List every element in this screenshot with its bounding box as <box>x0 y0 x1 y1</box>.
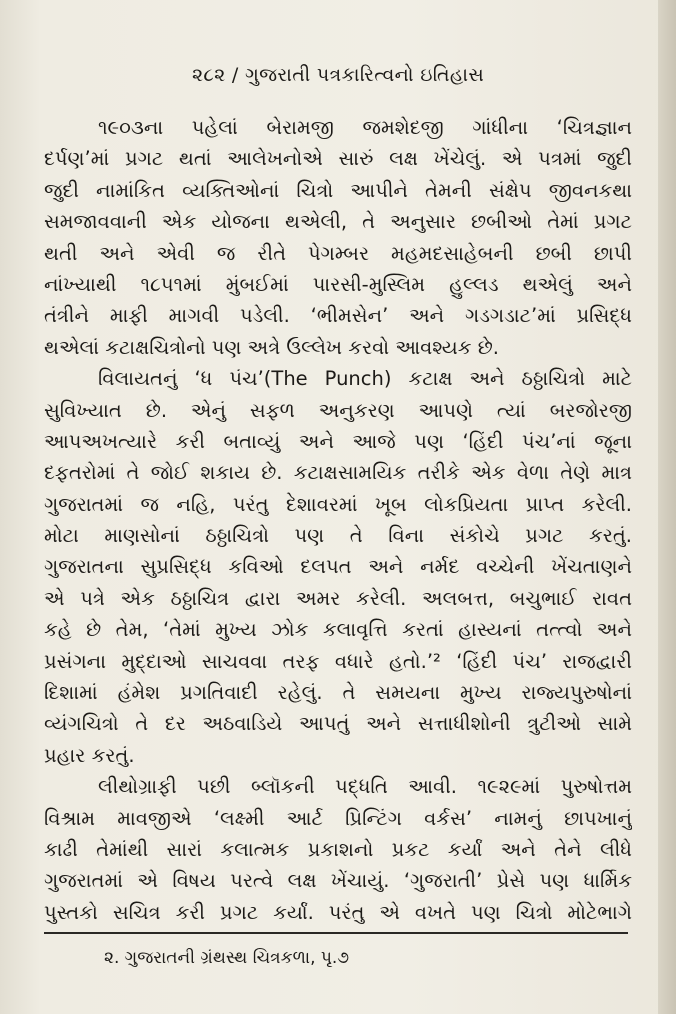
text-line: પ્રહાર કરતું. <box>44 743 135 767</box>
text-line: ૧૯૦૩ના પહેલાં બેરામજી જમશેદજી ગાંધીના ‘ચિત્રજ્ઞાન <box>98 116 632 139</box>
text-line: નાંખ્યાથી ૧૮૫૧માં મુંબઈમાં પારસી-મુસ્લિમ હુલ્લડ થએલું અને <box>44 272 632 296</box>
footnote: ૨. ગુજરાતની ગ્રંથસ્થ ચિત્રકળા, પૃ.૭ <box>104 948 350 968</box>
text-line: કાઢી તેમાંથી સારાં કલાત્મક પ્રકાશનો પ્રકટ કર્યાં અને તેને લીધે <box>44 837 632 861</box>
text-line: કહે છે તેમ, ‘તેમાં મુખ્ય ઝોક કલાવૃત્તિ કરતાં હાસ્યનાં તત્ત્વો અને <box>44 618 632 642</box>
text-line: જુદી નામાંકિત વ્યક્તિઓનાં ચિત્રો આપીને તેમની સંક્ષેપ જીવનકથા <box>44 178 632 202</box>
text-line: એ પત્રે એક ઠઠ્ઠાચિત્ર દ્વારા અમર કરેલી. અલબત્ત, બચુભાઈ રાવત <box>44 586 632 610</box>
text-line: વિશ્રામ માવજીએ ‘લક્ષ્મી આર્ટ પ્રિન્ટિંગ વર્કસ’ નામનું છાપખાનું <box>44 806 632 830</box>
page-edge <box>658 0 676 1014</box>
text-line: આપઅખત્યારે કરી બતાવ્યું અને આજે પણ ‘હિંદી પંચ’નાં જૂના <box>44 429 632 453</box>
text-line: ગુજરાતમાં જ નહિ, પરંતુ દેશાવરમાં ખૂબ લોકપ્રિયતા પ્રાપ્ત કરેલી. <box>44 492 632 516</box>
text-line: દિશામાં હંમેશ પ્રગતિવાદી રહેલું. તે સમયના મુખ્ય રાજ્યપુરુષોનાં <box>44 681 632 705</box>
body-text <box>44 112 632 928</box>
text-line: થએલાં કટાક્ષચિત્રોનો પણ અત્રે ઉલ્લેખ કરવો આવશ્યક છે. <box>44 335 499 359</box>
text-line: તંત્રીને માફી માગવી પડેલી. ‘ભીમસેન’ અને ગડગડાટ’માં પ્રસિદ્ધ <box>44 304 632 328</box>
text-line: મોટા માણસોનાં ઠઠ્ઠાચિત્રો પણ તે વિના સંકોચે પ્રગટ કરતું. <box>44 524 632 548</box>
text-line: પુસ્તકો સચિત્ર કરી પ્રગટ કર્યાં. પરંતુ એ વખતે પણ ચિત્રો મોટેભાગે <box>44 900 632 924</box>
text-line: થતી અને એવી જ રીતે પેગમ્બર મહમદસાહેબની છબી છાપી <box>44 241 632 265</box>
text-line: દફતરોમાં તે જોઈ શકાય છે. કટાક્ષસામયિક તરીકે એક વેળા તેણે માત્ર <box>44 461 632 485</box>
text-line: ગુજરાતના સુપ્રસિદ્ધ કવિઓ દલપત અને નર્મદ વચ્ચેની ખેંચતાણને <box>44 555 632 579</box>
text-line: લીથોગ્રાફી પછી બ્લૉકની પદ્ધતિ આવી. ૧૯૨૯માં પુરુષોત્તમ <box>98 775 632 799</box>
text-line: પ્રસંગના મુદ્દાઓ સાચવવા તરફ વધારે હતો.’² ‘હિંદી પંચ’ રાજદ્વારી <box>44 649 632 673</box>
footnote-divider <box>44 932 628 934</box>
text-line: ગુજરાતમાં એ વિષય પરત્વે લક્ષ ખેંચાયું. ‘ગુજરાતી’ પ્રેસે પણ ધાર્મિક <box>44 869 632 893</box>
text-line: સમજાવવાની એક યોજના થએલી, તે અનુસાર છબીઓ તેમાં પ્રગટ <box>44 210 632 234</box>
running-header: ૨૮૨ / ગુજરાતી પત્રકારિત્વનો ઇતિહાસ <box>191 64 485 86</box>
text-line: દર્પણ’માં પ્રગટ થતાં આલેખનોએ સારું લક્ષ ખેંચેલું. એ પત્રમાં જુદી <box>44 147 632 171</box>
text-line: સુવિખ્યાત છે. એનું સફળ અનુકરણ આપણે ત્યાં બરજોરજી <box>44 398 632 422</box>
text-line: વિલાયતનું ‘ધ પંચ’(The Punch) કટાક્ષ અને ઠઠ્ઠાચિત્રો માટે <box>98 367 632 391</box>
text-line: વ્યંગચિત્રો તે દર અઠવાડિયે આપતું અને સત્તાધીશોની ત્રુટીઓ સામે <box>44 712 632 736</box>
